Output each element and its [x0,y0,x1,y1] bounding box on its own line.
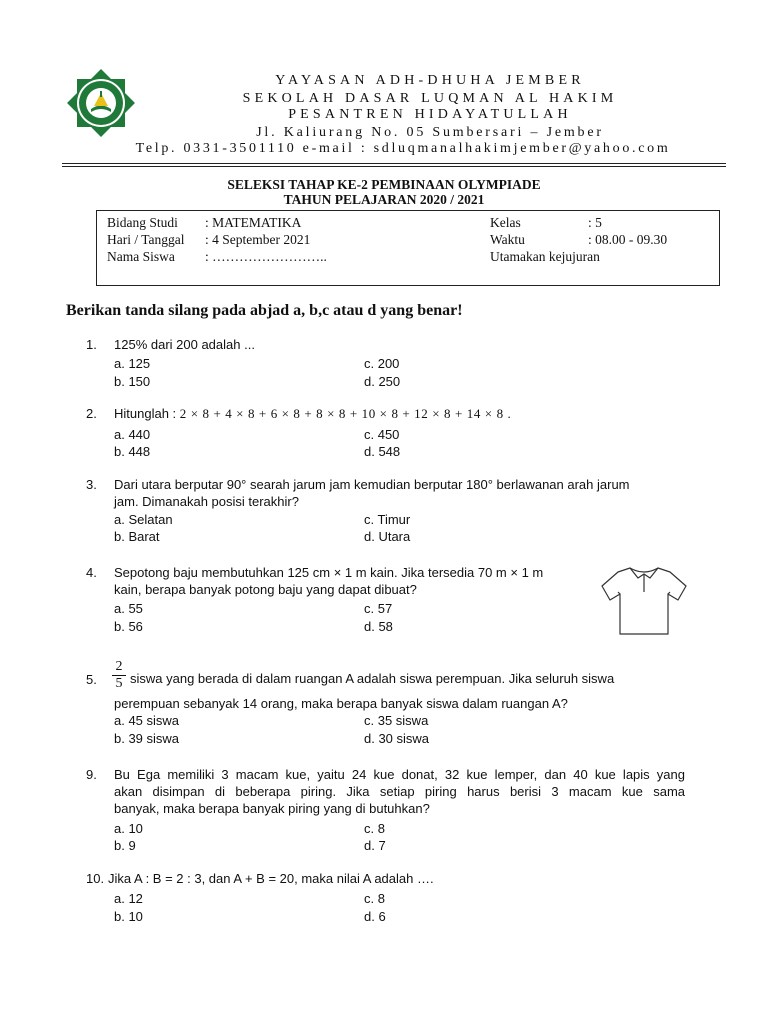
option-a[interactable]: a. 12 [114,891,143,906]
instruction-text: Berikan tanda silang pada abjad a, b,c atau d yang benar! [66,302,463,319]
option-c[interactable]: c. 57 [364,601,393,616]
exam-title: SELEKSI TAHAP KE-2 PEMBINAAN OLYMPIADE [227,177,541,192]
exam-year: TAHUN PELAJARAN 2020 / 2021 [283,192,485,207]
option-c[interactable]: c. 450 [364,427,400,442]
fraction-numerator: 2 [115,659,123,674]
question-number: 10. [86,871,105,886]
question-text-line-1: siswa yang berada di dalam ruangan A adalah siswa perempuan. Jika seluruh siswa [130,671,615,686]
option-d[interactable]: d. 58 [364,619,393,634]
option-d[interactable]: d. 548 [364,444,401,459]
option-a[interactable]: a. 55 [114,601,143,616]
honesty-note: Utamakan kejujuran [490,249,600,264]
class-value: : 5 [588,215,602,230]
option-a[interactable]: a. 440 [114,427,151,442]
question-text-line-1: Dari utara berputar 90° searah jarum jam kemudian berputar 180° berlawanan arah jarum [114,477,630,492]
question-text [114,406,511,422]
question-expression: 2 × 8 + 4 × 8 + 6 × 8 + 8 × 8 + 10 × 8 + 12 × 8 + 14 × 8 . [179,406,512,421]
question-number: 2. [86,406,97,421]
option-d[interactable]: d. 6 [364,909,386,924]
time-value: : 08.00 - 09.30 [588,232,668,247]
question-prefix: Hitunglah : [114,406,180,421]
option-a[interactable]: a. 10 [114,821,143,836]
school-logo [64,66,138,140]
option-d[interactable]: d. 250 [364,374,401,389]
question-number: 3. [86,477,97,492]
question-text-line-3: banyak, maka berapa banyak piring yang di butuhkan? [114,801,430,816]
option-b[interactable]: b. 9 [114,838,136,853]
school-contact: Telp. 0331-3501110 e-mail : sdluqmanalhakimjember@yahoo.com [135,141,671,156]
exam-info-box [96,210,720,286]
question-text-line-2: jam. Dimanakah posisi terakhir? [114,494,299,509]
date-label: Hari / Tanggal [107,232,185,247]
option-b[interactable]: b. 10 [114,909,143,924]
foundation-name: YAYASAN ADH-DHUHA JEMBER [275,73,585,88]
shirt-illustration [598,562,690,640]
student-name-label: Nama Siswa [107,249,175,264]
option-a[interactable]: a. 125 [114,356,151,371]
subject-label: Bidang Studi [107,215,178,230]
question-text: 125% dari 200 adalah ... [114,337,255,352]
date-value: : 4 September 2021 [205,232,311,247]
pesantren-name: PESANTREN HIDAYATULLAH [288,107,572,122]
option-a[interactable]: a. 45 siswa [114,713,180,728]
option-b[interactable]: b. 150 [114,374,151,389]
header-divider-bottom [62,166,726,167]
question-text-line-1: Sepotong baju membutuhkan 125 cm × 1 m kain. Jika tersedia 70 m × 1 m [114,565,544,580]
question-number: 4. [86,565,97,580]
question-text-line-2: akan disimpan di beberapa piring. Jika setiap piring harus berisi 3 macam kue sama [114,784,685,799]
option-b[interactable]: b. 39 siswa [114,731,180,746]
subject-value: : MATEMATIKA [205,215,302,230]
student-name-field[interactable]: : …………………….. [205,249,327,264]
question-text-line-2: perempuan sebanyak 14 orang, maka berapa banyak siswa dalam ruangan A? [114,696,568,711]
option-b[interactable]: b. 448 [114,444,151,459]
option-a[interactable]: a. Selatan [114,512,173,527]
question-number: 1. [86,337,97,352]
option-d[interactable]: d. 30 siswa [364,731,430,746]
option-c[interactable]: c. 35 siswa [364,713,429,728]
option-c[interactable]: c. 200 [364,356,400,371]
fraction-two-fifths [112,660,126,691]
time-label: Waktu [490,232,525,247]
option-c[interactable]: c. Timur [364,512,411,527]
option-c[interactable]: c. 8 [364,821,385,836]
question-number: 5. [86,672,97,687]
option-d[interactable]: d. Utara [364,529,411,544]
option-b[interactable]: b. 56 [114,619,143,634]
question-text: Jika A : B = 2 : 3, dan A + B = 20, maka nilai A adalah …. [108,871,434,886]
school-address: Jl. Kaliurang No. 05 Sumbersari – Jember [256,125,604,140]
question-text-line-2: kain, berapa banyak potong baju yang dapat dibuat? [114,582,417,597]
school-name: SEKOLAH DASAR LUQMAN AL HAKIM [242,91,618,106]
option-c[interactable]: c. 8 [364,891,385,906]
class-label: Kelas [490,215,521,230]
option-b[interactable]: b. Barat [114,529,160,544]
header-divider-top [62,163,726,164]
question-text-line-1: Bu Ega memiliki 3 macam kue, yaitu 24 kue donat, 32 kue lemper, dan 40 kue lapis yang [114,767,685,782]
option-d[interactable]: d. 7 [364,838,386,853]
question-number: 9. [86,767,97,782]
fraction-denominator: 5 [115,676,123,691]
